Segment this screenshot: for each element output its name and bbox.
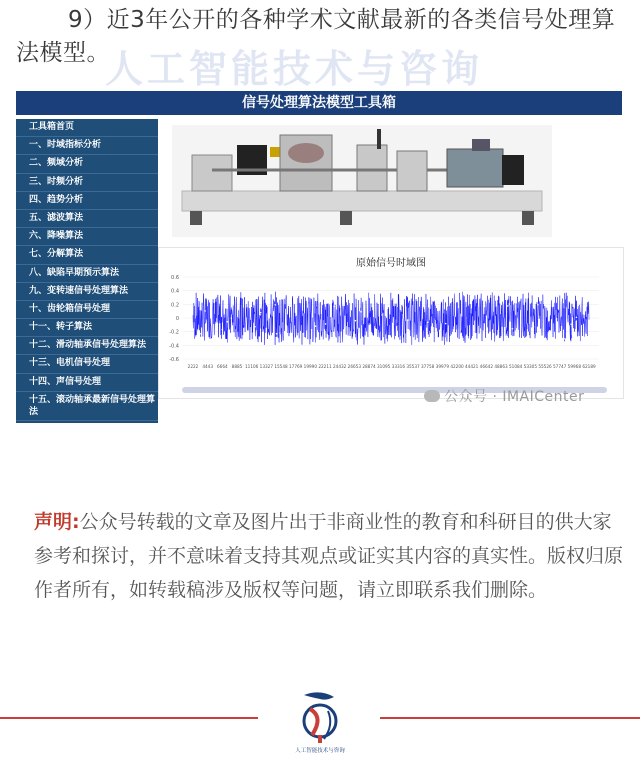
x-tick-label: 8885 (231, 364, 243, 369)
signal-point (512, 328, 514, 330)
y-tick-label: 0.4 (171, 288, 179, 295)
sidebar-item[interactable]: 十、齿轮箱信号处理 (16, 301, 158, 319)
signal-point (533, 326, 535, 328)
signal-point (317, 332, 319, 334)
signal-point (274, 304, 276, 306)
toolbox-sidebar (16, 119, 158, 423)
x-tick-label: 48863 (494, 364, 508, 369)
signal-point (226, 321, 228, 323)
signal-point (315, 325, 317, 327)
x-tick-label: 55526 (538, 364, 552, 369)
x-tick-label: 42200 (450, 364, 464, 369)
test-rig-photo (172, 125, 552, 237)
signal-point (533, 334, 535, 336)
sidebar-item[interactable]: 十三、电机信号处理 (16, 355, 158, 373)
sidebar-item[interactable]: 七、分解算法 (16, 246, 158, 264)
x-tick-label: 44421 (465, 364, 479, 369)
x-tick-label: 39979 (435, 364, 449, 369)
signal-point (260, 312, 262, 314)
wechat-watermark-text: 公众号 · IMAICenter (444, 389, 585, 405)
signal-point (200, 333, 202, 335)
sidebar-item[interactable]: 四、趋势分析 (16, 192, 158, 210)
signal-point (564, 338, 566, 340)
x-tick-label: 19990 (303, 364, 317, 369)
sidebar-item[interactable]: 二、频域分析 (16, 155, 158, 173)
x-tick-label: 15548 (274, 364, 288, 369)
signal-point (325, 323, 327, 325)
signal-series-line (193, 292, 589, 345)
declaration-lead: 声明: (34, 511, 80, 533)
watermark-text: 人工智能技术与咨询 (105, 47, 484, 91)
sidebar-item[interactable]: 六、降噪算法 (16, 228, 158, 246)
sidebar-item[interactable]: 十五、滚动轴承最新信号处理算法 (16, 392, 158, 421)
sidebar-item[interactable]: 八、缺陷早期预示算法 (16, 265, 158, 283)
signal-point (259, 314, 261, 316)
wechat-icon (424, 390, 440, 402)
x-tick-label: 2222 (187, 364, 199, 369)
signal-point (204, 310, 206, 312)
signal-point (279, 332, 281, 334)
signal-point (576, 317, 578, 319)
wechat-watermark (424, 386, 584, 406)
x-tick-label: 6664 (216, 364, 228, 369)
signal-point (231, 317, 233, 319)
x-tick-label: 33316 (391, 364, 405, 369)
signal-chart (158, 247, 624, 399)
sidebar-item[interactable]: 三、时频分析 (16, 174, 158, 192)
panel-title: 信号处理算法模型工具箱 (16, 91, 622, 115)
sidebar-item[interactable]: 十一、转子算法 (16, 319, 158, 337)
y-tick-label: 0 (175, 316, 179, 322)
y-tick-label: -0.6 (169, 357, 179, 363)
signal-point (407, 319, 409, 321)
signal-point (334, 306, 336, 308)
signal-point (355, 320, 357, 322)
signal-point (212, 338, 214, 340)
x-tick-label: 11106 (245, 364, 259, 369)
sidebar-item[interactable]: 十二、滑动轴承信号处理算法 (16, 337, 158, 355)
y-tick-label: -0.2 (169, 329, 179, 336)
x-tick-label: 62189 (582, 364, 596, 369)
x-tick-label: 57747 (553, 364, 567, 369)
x-tick-label: 51084 (509, 364, 523, 369)
signal-plot (159, 269, 621, 387)
signal-point (245, 338, 247, 340)
x-tick-label: 46642 (479, 364, 493, 369)
sidebar-item[interactable]: 十四、声信号处理 (16, 374, 158, 392)
x-tick-label: 22211 (318, 364, 332, 369)
signal-point (222, 329, 224, 331)
declaration-text: 公众号转载的文章及图片出于非商业性的教育和科研目的供大家参考和探讨，并不意味着支持其观点或证实其内容的真实性。版权归原作者所有，如转载稿涉及版权等问题，请立即联系我们删除。 (34, 511, 624, 601)
x-tick-label: 35537 (406, 364, 420, 369)
signal-point (276, 333, 278, 335)
signal-point (381, 314, 383, 316)
signal-point (509, 303, 511, 305)
signal-point (427, 321, 429, 323)
signal-point (584, 308, 586, 310)
x-tick-label: 13327 (259, 364, 273, 369)
signal-point (216, 296, 218, 298)
declaration (34, 505, 624, 607)
signal-point (427, 334, 429, 336)
x-tick-label: 59968 (567, 364, 581, 369)
signal-point (549, 313, 551, 315)
logo-text: 人工智能技术与咨询 (295, 748, 345, 754)
sidebar-item[interactable]: 九、变转速信号处理算法 (16, 283, 158, 301)
y-tick-label: 0.6 (171, 275, 179, 281)
signal-point (360, 311, 362, 313)
footer-line-left (0, 717, 258, 719)
y-tick-label: 0.2 (171, 302, 179, 309)
x-tick-label: 24432 (333, 364, 347, 369)
x-tick-label: 26653 (347, 364, 361, 369)
signal-point (537, 304, 539, 306)
signal-point (254, 326, 256, 328)
y-tick-label: -0.4 (169, 343, 179, 350)
x-tick-label: 37758 (421, 364, 435, 369)
intro-text: 9）近3年公开的各种学术文献最新的各类信号处理算法模型。 (16, 7, 616, 66)
signal-point (570, 323, 572, 325)
brand-logo (290, 687, 350, 757)
footer-line-right (380, 717, 640, 719)
signal-point (507, 305, 509, 307)
toolbox-panel (16, 91, 622, 423)
x-tick-label: 28874 (362, 364, 376, 369)
sidebar-item[interactable]: 一、时域指标分析 (16, 137, 158, 155)
x-tick-label: 53305 (523, 364, 537, 369)
sidebar-item[interactable]: 五、滤波算法 (16, 210, 158, 228)
signal-point (445, 323, 447, 325)
signal-point (285, 325, 287, 327)
signal-point (572, 325, 574, 327)
intro-paragraph (16, 4, 628, 70)
chart-title: 原始信号时域图 (356, 258, 426, 269)
x-tick-label: 31095 (377, 364, 391, 369)
x-tick-label: 4443 (202, 364, 214, 369)
x-tick-label: 17769 (289, 364, 303, 369)
sidebar-item[interactable]: 工具箱首页 (16, 119, 158, 137)
